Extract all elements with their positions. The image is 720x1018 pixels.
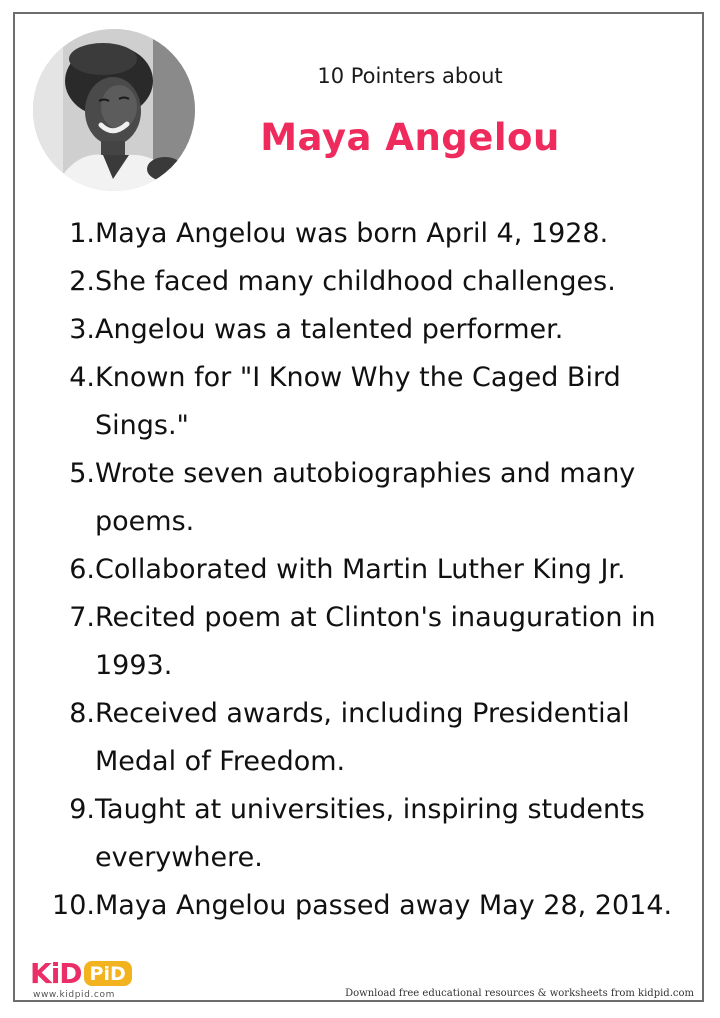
fact-item xyxy=(37,354,687,450)
logo-kid-text: KiD xyxy=(30,956,82,990)
fact-number: 10. xyxy=(52,890,95,921)
worksheet-subtitle: 10 Pointers about xyxy=(317,64,503,88)
facts-list xyxy=(37,210,687,930)
fact-item xyxy=(37,594,687,690)
fact-item xyxy=(37,786,687,882)
kidpid-logo xyxy=(30,958,132,988)
fact-number: 5. xyxy=(69,458,95,489)
fact-number: 3. xyxy=(69,314,95,345)
fact-text: Wrote seven autobiographies and many poems. xyxy=(95,458,636,537)
fact-text: Recited poem at Clinton's inauguration in 1993. xyxy=(95,602,656,681)
fact-text: Known for "I Know Why the Caged Bird Sings." xyxy=(95,362,621,441)
fact-text: Collaborated with Martin Luther King Jr. xyxy=(95,554,626,585)
fact-item xyxy=(37,546,687,594)
fact-text: Angelou was a talented performer. xyxy=(95,314,564,345)
fact-number: 1. xyxy=(69,218,95,249)
fact-text: Maya Angelou passed away May 28, 2014. xyxy=(95,890,673,921)
portrait-illustration xyxy=(33,29,195,191)
logo-url: www.kidpid.com xyxy=(33,990,115,1000)
fact-text: Received awards, including Presidential Medal of Freedom. xyxy=(95,698,630,777)
fact-number: 4. xyxy=(69,362,95,393)
fact-text: She faced many childhood challenges. xyxy=(95,266,616,297)
footer-note: Download free educational resources & worksheets from kidpid.com xyxy=(345,988,694,999)
fact-number: 2. xyxy=(69,266,95,297)
fact-number: 9. xyxy=(69,794,95,825)
fact-item xyxy=(37,690,687,786)
fact-item xyxy=(37,258,687,306)
fact-item xyxy=(37,306,687,354)
fact-item xyxy=(37,210,687,258)
worksheet-page xyxy=(13,12,704,1002)
fact-number: 6. xyxy=(69,554,95,585)
fact-number: 8. xyxy=(69,698,95,729)
fact-number: 7. xyxy=(69,602,95,633)
fact-text: Maya Angelou was born April 4, 1928. xyxy=(95,218,609,249)
fact-text: Taught at universities, inspiring students everywhere. xyxy=(95,794,645,873)
fact-item xyxy=(37,882,687,930)
logo-pid-text: PiD xyxy=(84,961,132,986)
worksheet-title: Maya Angelou xyxy=(260,116,560,159)
fact-item xyxy=(37,450,687,546)
portrait-photo xyxy=(33,29,195,191)
